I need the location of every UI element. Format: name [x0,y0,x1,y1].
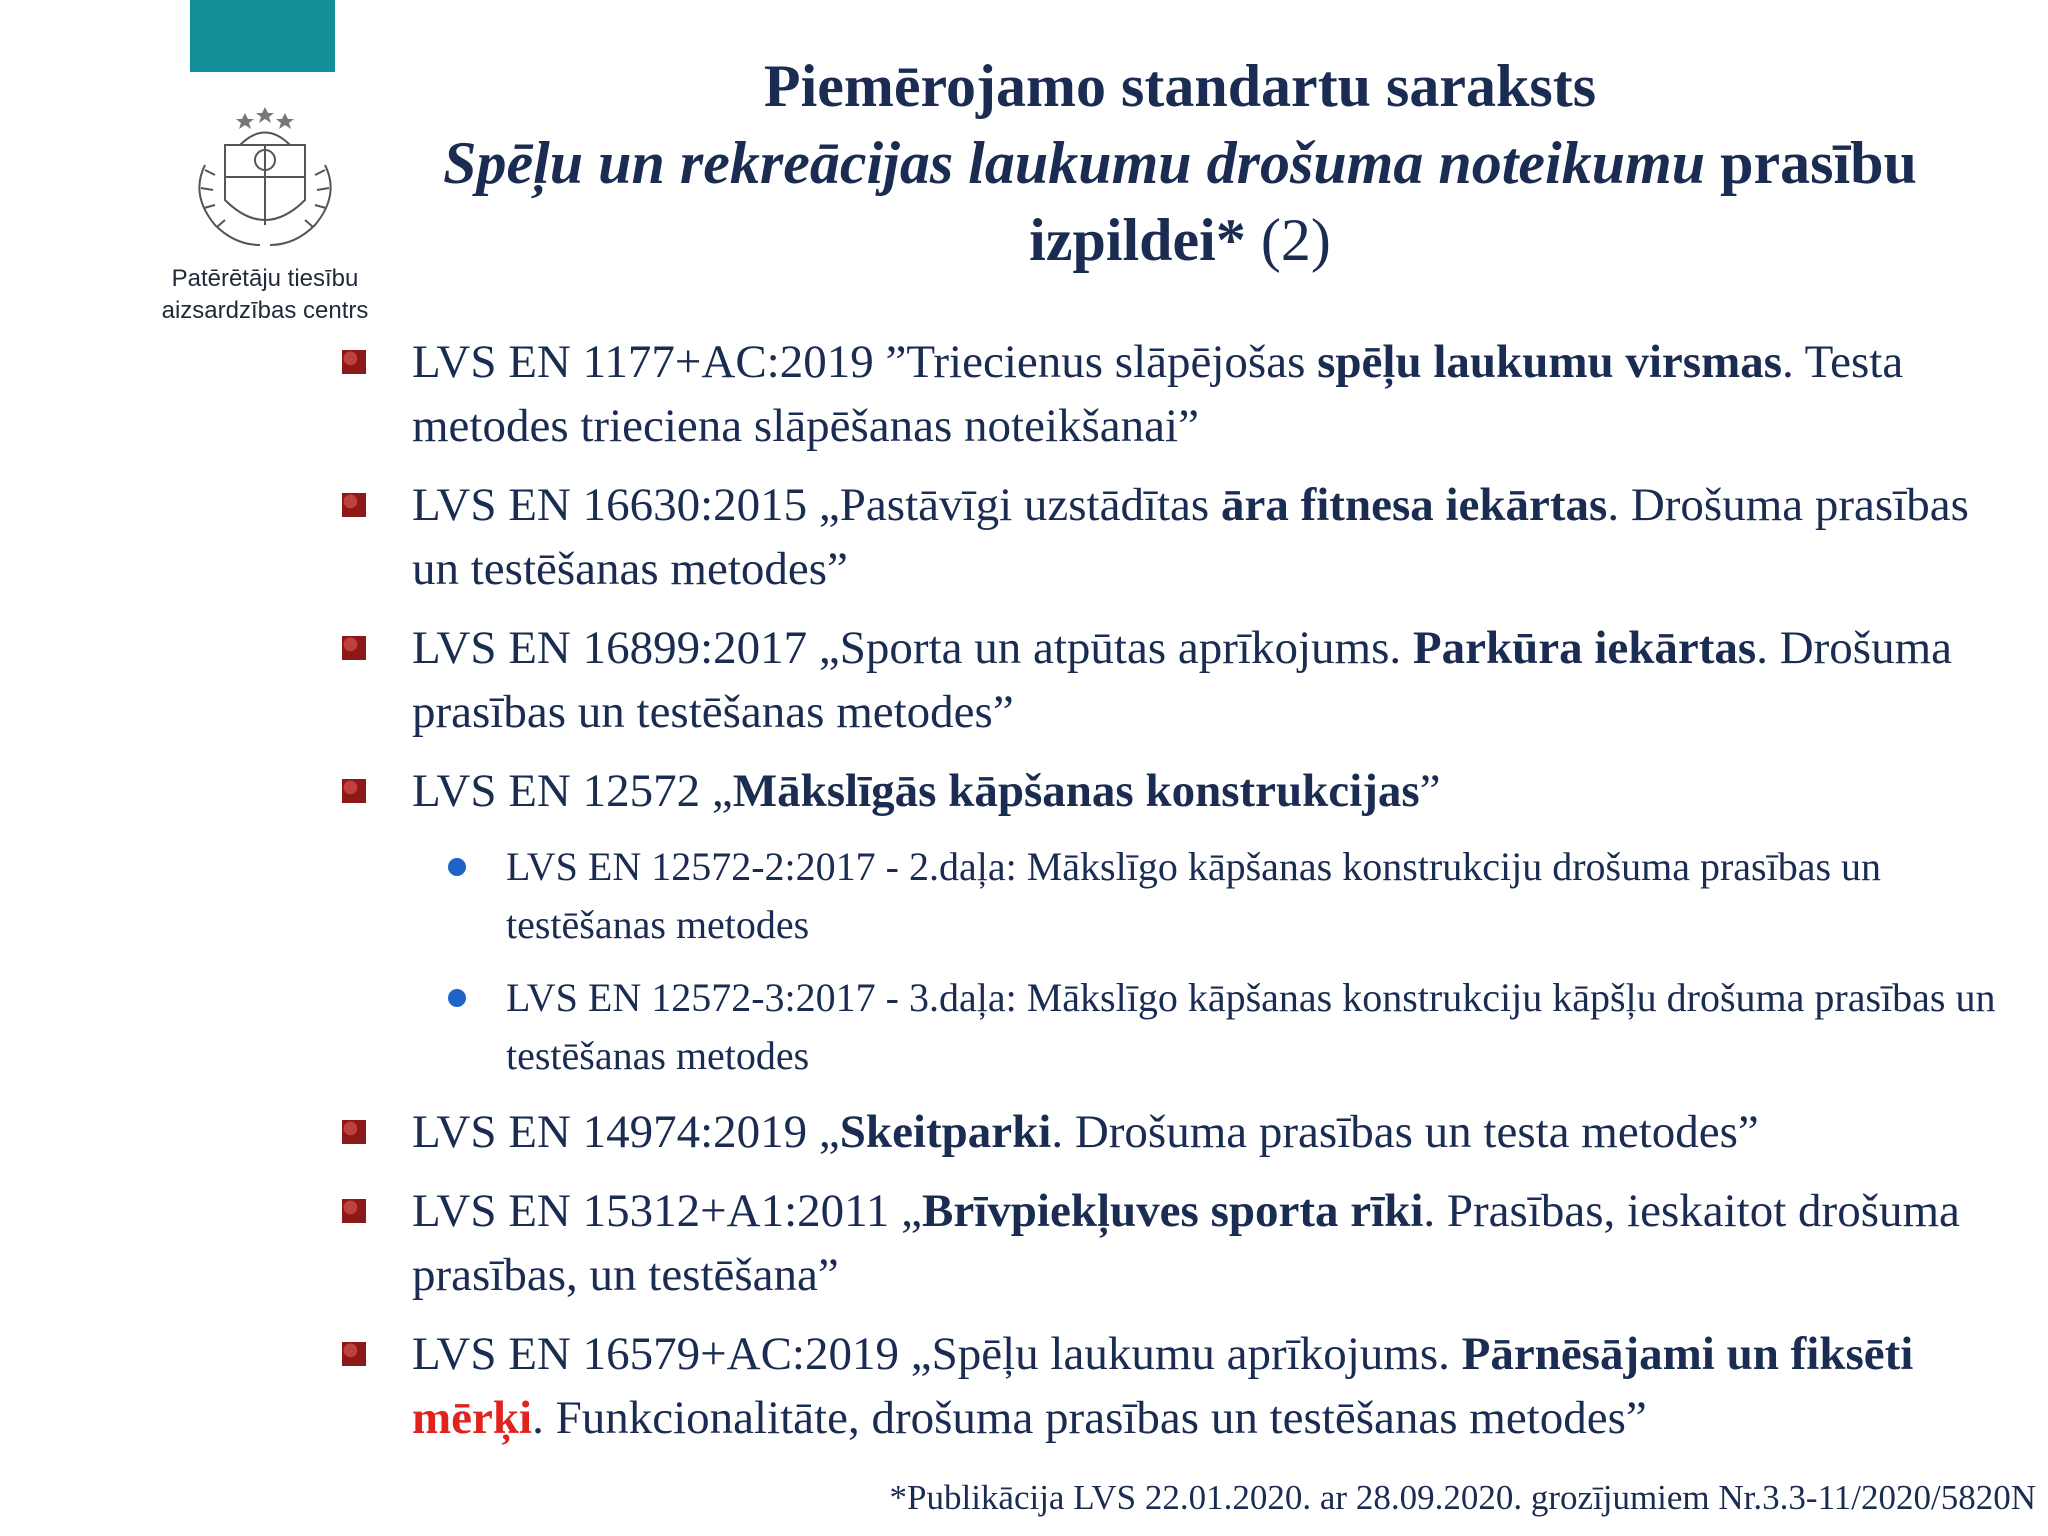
title-rest: prasību izpildei* [1029,130,1917,273]
coat-of-arms-icon [185,105,345,255]
square-bullet-icon [342,1342,366,1366]
standards-list [340,330,2020,1465]
footnote: *Publikācija LVS 22.01.2020. ar 28.09.2020. grozījumiem Nr.3.3-11/2020/5820N [889,1478,2036,1517]
title-line1: Piemērojamo standartu saraksts [763,53,1597,119]
round-bullet-icon [448,858,466,876]
title-italic: Spēļu un rekreācijas laukumu drošuma noteikumu [443,130,1706,196]
square-bullet-icon [342,636,366,660]
accent-bar [190,0,335,72]
square-bullet-icon [342,350,366,374]
list-item: LVS EN 16579+AC:2019 „Spēļu laukumu aprīkojums. Pārnēsājami un fiksēti mērķi. Funkcionalitāte, drošuma prasības un testēšanas metodes” [340,1322,2020,1450]
square-bullet-icon [342,779,366,803]
page-title [340,48,2020,279]
list-item: LVS EN 1177+AC:2019 ”Triecienus slāpējošas spēļu laukumu virsmas. Testa metodes trieciena slāpēšanas noteikšanai” [340,330,2020,458]
logo-text-line1: Patērētāju tiesību [171,265,359,292]
square-bullet-icon [342,1199,366,1223]
list-item: LVS EN 16899:2017 „Sporta un atpūtas aprīkojums. Parkūra iekārtas. Drošuma prasības un testēšanas metodes” [340,616,2020,744]
list-item: LVS EN 16630:2015 „Pastāvīgi uzstādītas āra fitnesa iekārtas. Drošuma prasības un testēšanas metodes” [340,473,2020,601]
title-suffix: (2) [1245,207,1331,273]
title-line2 [340,125,2020,279]
round-bullet-icon [448,989,466,1007]
square-bullet-icon [342,1120,366,1144]
highlight-word: mērķi [412,1392,533,1444]
list-item: LVS EN 15312+A1:2011 „Brīvpiekļuves sporta rīki. Prasības, ieskaitot drošuma prasības, un testēšana” [340,1179,2020,1307]
sub-list-item: LVS EN 12572-3:2017 - 3.daļa: Mākslīgo kāpšanas konstrukciju kāpšļu drošuma prasības un testēšanas metodes [340,969,2020,1085]
square-bullet-icon [342,493,366,517]
logo-text-line2: aizsardzības centrs [161,297,369,324]
list-item: LVS EN 12572 „Mākslīgās kāpšanas konstrukcijas” [340,759,2020,823]
sub-list-item: LVS EN 12572-2:2017 - 2.daļa: Mākslīgo kāpšanas konstrukciju drošuma prasības un testēšanas metodes [340,838,2020,954]
list-item: LVS EN 14974:2019 „Skeitparki. Drošuma prasības un testa metodes” [340,1100,2020,1164]
